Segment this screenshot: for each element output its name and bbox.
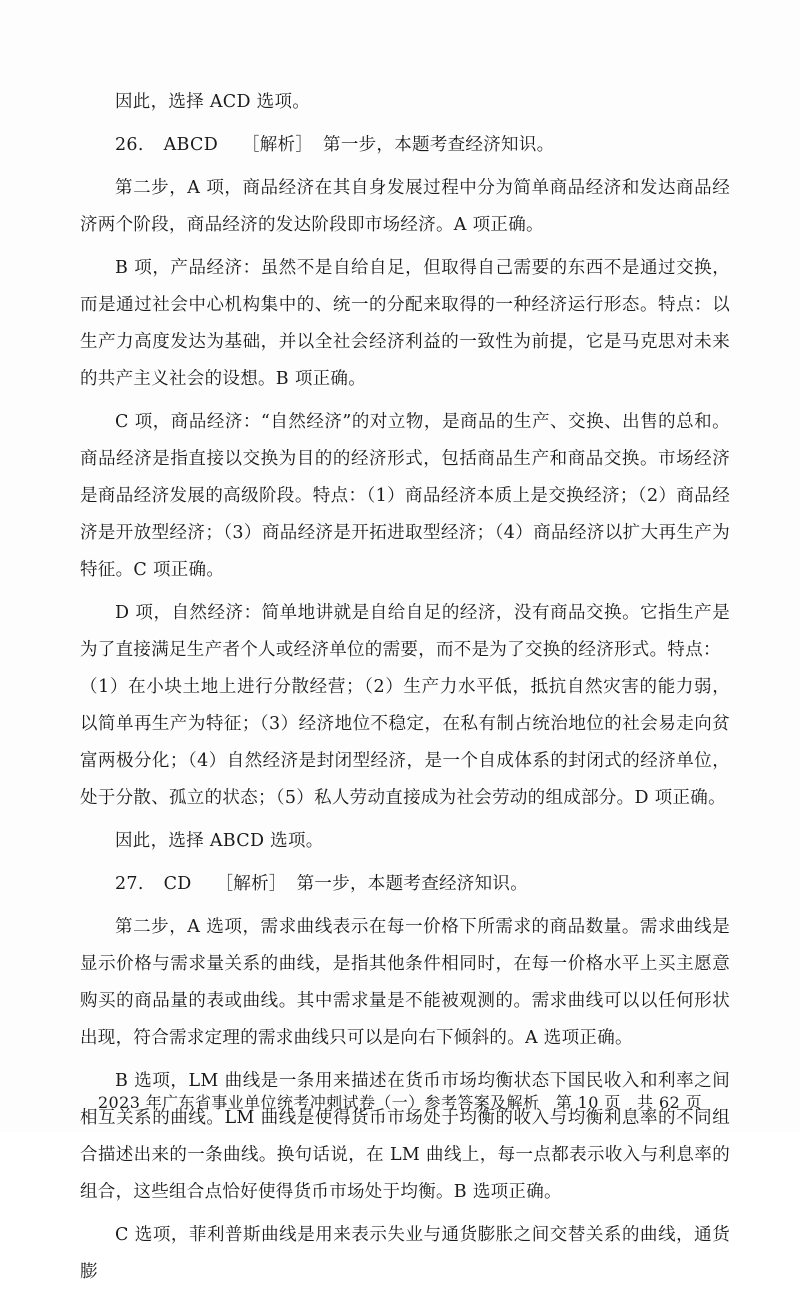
question-26-header	[80, 127, 730, 164]
paragraph-26-b: B 项，产品经济：虽然不是自给自足，但取得自己需要的东西不是通过交换，而是通过社会中心机构集中的、统一的分配来取得的一种经济运行形态。特点：以生产力高度发达为基础，并以全社会经济利益的一致性为前提，它是马克思对未来的共产主义社会的设想。B 项正确。	[80, 258, 730, 389]
question-intro: 第一步，本题考查经济知识。	[296, 874, 528, 894]
paragraph-26-c: C 项，商品经济：“自然经济”的对立物，是商品的生产、交换、出售的总和。商品经济是指直接以交换为目的的经济形式，包括商品生产和商品交换。市场经济是商品经济发展的高级阶段。特点：（1）商品经济本质上是交换经济；（2）商品经济是开放型经济；（3）商品经济是开拓进取型经济；（4）商品经济以扩大再生产为特征。C 项正确。	[80, 412, 730, 580]
paragraph-26-a: 第二步，A 项，商品经济在其自身发展过程中分为简单商品经济和发达商品经济两个阶段，商品经济的发达阶段即市场经济。A 项正确。	[80, 178, 730, 235]
paragraph-27-a: 第二步，A 选项，需求曲线表示在每一价格下所需求的商品数量。需求曲线是显示价格与需求量关系的曲线，是指其他条件相同时，在每一价格水平上买主愿意购买的商品量的表或曲线。其中需求量是不能被观测的。需求曲线可以以任何形状出现，符合需求定理的需求曲线只可以是向右下倾斜的。A 选项正确。	[80, 917, 730, 1048]
question-number: 27.	[115, 874, 144, 894]
paragraph-27-b: B 选项，LM 曲线是一条用来描述在货币市场均衡状态下国民收入和利率之间相互关系的曲线。LM 曲线是使得货币市场处于均衡的收入与均衡利息率的不同组合描述出来的一条曲线。换句话说，在 LM 曲线上，每一点都表示收入与利息率的组合，这些组合点恰好使得货币市场处于均衡。B 选项正确。	[80, 1071, 730, 1202]
paragraph-conclusion-26: 因此，选择 ABCD 选项。	[115, 831, 324, 851]
question-answer: CD	[163, 874, 192, 894]
question-number: 26.	[115, 135, 144, 155]
document-body	[80, 84, 730, 1297]
page-footer: 2023 年广东省事业单位统考冲刺试卷（一）参考答案及解析 第 10 页 共 62 页	[97, 1093, 703, 1112]
question-intro: 第一步，本题考查经济知识。	[323, 135, 555, 155]
paragraph-conclusion-25: 因此，选择 ACD 选项。	[115, 92, 311, 112]
question-answer: ABCD	[163, 135, 219, 155]
analysis-tag: ［解析］	[215, 874, 287, 894]
question-27-header	[80, 866, 730, 903]
paragraph-26-d-features: （1）在小块土地上进行分散经营；（2）生产力水平低，抵抗自然灾害的能力弱，以简单再生产为特征；（3）经济地位不稳定，在私有制占统治地位的社会易走向贫富两极分化；（4）自然经济是封闭型经济，是一个自成体系的封闭式的经济单位，处于分散、孤立的状态；（5）私人劳动直接成为社会劳动的组成部分。D 项正确。	[80, 677, 730, 808]
paragraph-27-c: C 选项，菲利普斯曲线是用来表示失业与通货膨胀之间交替关系的曲线，通货膨	[80, 1225, 730, 1282]
paragraph-26-d	[80, 595, 730, 669]
analysis-tag: ［解析］	[241, 135, 314, 155]
paragraph-26-d-intro: D 项，自然经济：简单地讲就是自给自足的经济，没有商品交换。它指生产是为了直接满足生产者个人或经济单位的需要，而不是为了交换的经济形式。特点：	[80, 603, 730, 660]
